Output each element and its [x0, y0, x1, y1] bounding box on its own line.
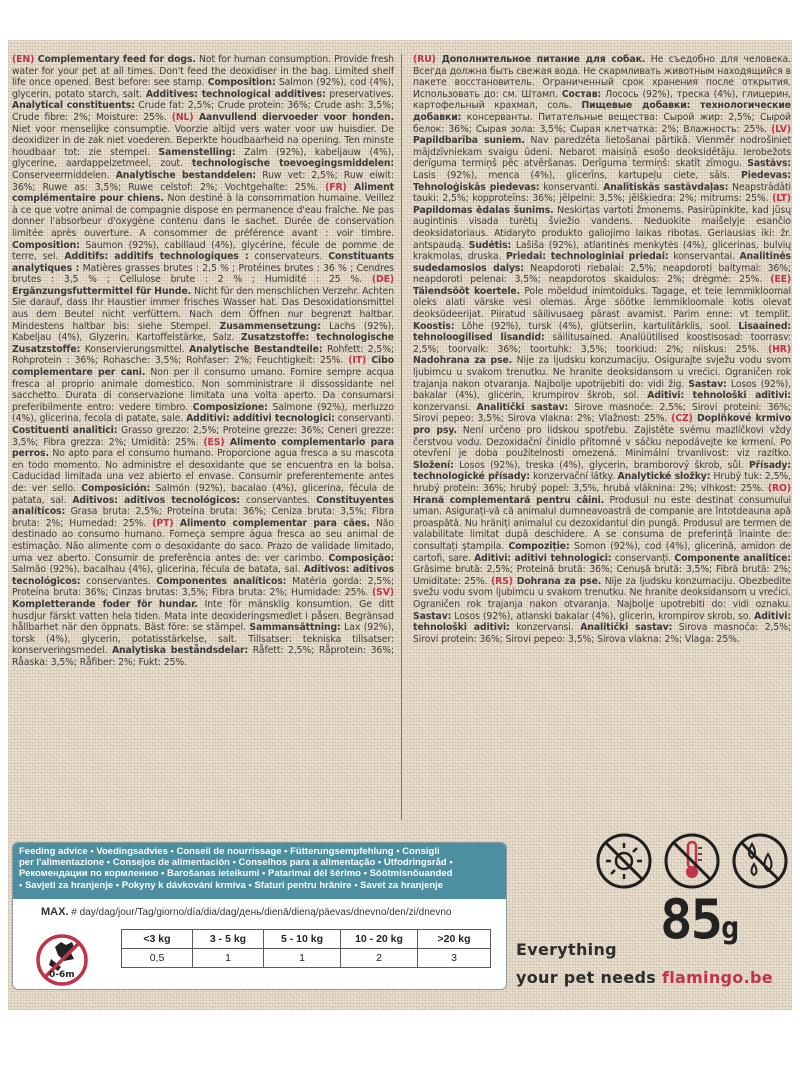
- feeding-advice-box: [12, 842, 507, 990]
- text-run: Nije za ljudsku konzumaciju. Osigurajte svježu vodu svom ljubimcu u svakom trenutku. Ne hranite deoksidansom u vrećici. Ograničen rok trajanja nakon otvaranja. Najbolje upotrijebiti do: vidi žig.: [413, 355, 791, 390]
- text-run: conservanti.: [334, 413, 394, 425]
- bold-heading: Additivi: additivi tecnologici:: [186, 413, 335, 425]
- text-run: Saumon (92%), cabillaud (4%), glycérine, fécule de pomme de terre, sel.: [12, 239, 394, 263]
- text-run: Hrubý tuk: 2,5%, hrubý protein: 36%; hrubý popel: 3,5%, hrubá vláknina: 2%; vlhkost: 25%.: [413, 471, 791, 494]
- language-code: (CZ): [671, 413, 697, 425]
- text-run: konservanti.: [539, 181, 604, 193]
- bold-heading: Dohrana za pse.: [516, 575, 602, 587]
- text-run: Conserveermiddelen.: [12, 169, 116, 181]
- feeding-header-line: Feeding advice • Voedingsadvies • Conseil de nourrissage • Fütterungsempfehlung • Consigli: [19, 846, 440, 857]
- text-run: Lachs (92%), Kabeljau (4%), Glyzerin, Kartoffelstärke, Salz.: [12, 320, 394, 344]
- max-per-day-line: [41, 906, 451, 918]
- bold-heading: Složení:: [413, 459, 454, 471]
- bold-heading: Aditivi: tehnološki aditivi:: [413, 610, 791, 634]
- bold-heading: Composición:: [81, 482, 151, 494]
- feeding-header-line: • Savjeti za hranjenje • Pokyny k dávkování krmiva • Sfaturi pentru hrănire • Savet za hranjenje: [19, 879, 444, 891]
- warning-icons-group: [594, 830, 790, 892]
- language-code: (NL): [171, 111, 199, 123]
- bold-heading: Composition:: [207, 77, 276, 89]
- text-run: Somon (92%), cod (4%), glicerină, amidon de cartofi, sare.: [413, 540, 791, 564]
- language-code: (EE): [770, 274, 791, 286]
- bold-heading: Kompletterande foder för hundar.: [12, 598, 198, 610]
- slogan-prefix: your pet needs: [516, 968, 662, 987]
- text-run: Neskirtas vartoti žmonems. Pasirūpinkite, kad jūsų augintinis visada turėtų šviežio vandens. Neduokite maišelyje esančio deoksidatoriaus. Atidaryto produkto galiojimo laikas ribotas. Geriausias iki: žr. antspaudą.: [413, 204, 791, 251]
- text-run: Lõhe (92%), tursk (4%), glütseriin, kartulitärklis, sool.: [454, 320, 739, 332]
- language-code: (IT): [348, 355, 372, 367]
- bold-heading: Composizione:: [192, 401, 268, 413]
- bold-heading: Lisaained: tehnoloogilised lisandid:: [413, 320, 791, 344]
- daily-amount-cell: 3: [418, 949, 491, 968]
- bold-heading: Analytické složky:: [617, 471, 711, 483]
- language-code: (LT): [772, 193, 791, 205]
- bold-heading: Analitički sastav:: [476, 401, 569, 413]
- daily-amount-cell: 1: [193, 949, 264, 968]
- text-run: консерванты. Питательные вещества: Сырой жир: 2,5%; Сырой белок: 36%; Сырая зола: 3,5%; Сырая клетчатка: 2%; Влажность: 25%.: [413, 111, 791, 135]
- text-run: Crude fat: 2,5%; Crude protein: 36%; Crude ash: 3,5%; Crude fibre: 2%; Moisture: 25%.: [12, 100, 394, 123]
- language-code: (FR): [325, 181, 355, 193]
- weight-column-header: 5 - 10 kg: [264, 930, 341, 949]
- bold-heading: Přísady: technologické přísady:: [413, 459, 791, 483]
- daily-amount-cell: 0,5: [122, 949, 193, 968]
- text-run: Produsul nu este destinat consumului uman. Asigurați-vă că animalul dumneavoastră de companie are întotdeauna apă proaspătă. Nu hrăniți animalul cu dezoxidantul din pungă. Produsul are termen de valabilitate limitat după deschidere. A se consuma de preferință înainte de: consultați ștampila.: [413, 494, 791, 552]
- bold-heading: Analytische Bestandteile:: [189, 343, 323, 355]
- bold-heading: Analitički sastav:: [580, 622, 673, 634]
- bold-heading: Complementary feed for dogs.: [37, 54, 196, 65]
- weight-column-header: >20 kg: [418, 930, 491, 949]
- slogan-line-1: Everything: [516, 940, 617, 959]
- text-run: Sirove masnoće: 2,5%; Sirovi proteini: 36%; Sirovi pepeo: 3,5%; Sirova vlakna: 2%; Vlažnost: 25%.: [413, 401, 791, 425]
- text-run: Salmón (92%), bacalao (4%), glicerina, fécula de patata, sal.: [12, 482, 394, 506]
- bold-heading: Constituants analytiques :: [12, 251, 394, 274]
- text-run: preservatives.: [325, 88, 394, 100]
- text-run: Losos (92%), atlanski bakalar (4%), glicerin, krompirov skrob, so.: [451, 610, 755, 622]
- bold-heading: Papildbarība suniem.: [413, 135, 525, 147]
- text-run: No apto para el consumo humano. Proporcione agua fresca a su mascota en todo momento. No administre el desoxidante que se encuentra en la bolsa. Caducidad limitada una vez abierto el envase. Consumir preferentemente antes de: ver sello.: [12, 448, 394, 494]
- text-run: Není určeno pro lidskou spotřebu. Zajistěte svému mazlíčkovi vždy čerstvou vodu. Dezoxidační činidlo přítomné v sáčku nepodávejte ke krmení. Po otevření je doba použitelnosti omezená. Minimální trvanlivost: viz razítko.: [413, 425, 791, 460]
- bold-heading: Пищевые добавки: технологические добавки:: [413, 100, 791, 123]
- text-run: Grasa bruta: 2,5%; Proteína bruta: 36%; Ceniza bruta: 3,5%; Fibra bruta: 2%; Humedad: 25%.: [12, 506, 394, 529]
- feeding-table: [121, 929, 491, 968]
- text-run: Not for human consumption. Provide fresh water for your pet at all times. Don't feed the deoxidiser in the bag. Limited shelf life once opened. Best before: see stamp.: [12, 54, 394, 89]
- bold-heading: Состав:: [561, 88, 602, 100]
- bold-heading: Samenstelling:: [158, 146, 236, 158]
- left-text-column: [12, 54, 394, 824]
- text-run: Non destiné à la consommation humaine. Veillez à ce que votre animal de compagnie dispose en permanence d'eau fraîche. Ne pas donner l'absorbeur d'oxygène contenu dans le sachet. Durée de conservation limitée après ouverture. A consommer de préférence avant : voir timbre.: [12, 193, 394, 239]
- bold-heading: Aanvullend diervoeder voor honden.: [198, 111, 394, 123]
- text-run: konzervační látky.: [530, 471, 618, 483]
- weight-column-header: <3 kg: [122, 930, 193, 949]
- brand-slogan: [516, 936, 773, 992]
- language-code: (DE): [371, 274, 394, 286]
- text-run: Grăsime brută: 2,5%; Proteină brută: 36%; Cenușă brută: 3,5%; Fibră brută: 2%; Umiditate: 25%.: [413, 564, 791, 587]
- bold-heading: Sastav:: [688, 378, 727, 390]
- bold-heading: Analytiska beståndsdelar:: [111, 645, 249, 657]
- text-run: Lašiša (92%), atlantinės menkytės (4%), glicerinas, bulvių krakmolas, druska.: [413, 239, 791, 263]
- text-run: Neapstrādāti tauki: 2,5%; kopproteīns: 36%; jēlpelni: 3,5%; jēlšķiedra: 2%; mitrums: 25%.: [413, 181, 791, 205]
- text-run: Losos (92%), treska (4%), glycerin, bramborový škrob, sůl.: [453, 459, 749, 471]
- bold-heading: Analytical constituents:: [12, 100, 135, 112]
- text-run: conservantes.: [239, 494, 317, 506]
- feeding-header-line: per l'alimentazione • Consejos de alimentación • Conselhos para a alimentação • Utfodringsråd •: [19, 857, 453, 869]
- text-run: Konservierungsmittel.: [80, 343, 190, 355]
- weight-number: 85: [660, 888, 722, 951]
- language-code: (RS): [491, 575, 517, 587]
- bold-heading: Analitinės sudedamosios dalys:: [413, 251, 791, 274]
- text-run: Nav paredzēta lietošanai pārtikā. Vienmēr nodrošiniet mājdzīvniekam svaigu ūdeni. Nebarot maisiņā esošo deoksidētāju. Ierobežots derīguma termiņš pēc atvēršanas. Derīguma termiņš: skatīt zīmogu.: [413, 135, 791, 170]
- text-run: Salmão (92%), bacalhau (4%), glicerina, fécula de batata, sal.: [12, 564, 304, 576]
- text-run: Salmone (92%), merluzzo (4%), glicerina, fecola di patate, sale.: [12, 401, 394, 425]
- text-run: Salmon (92%), cod (4%), glycerin, potato starch, salt.: [12, 77, 394, 100]
- bold-heading: Constituyentes analíticos:: [12, 494, 394, 518]
- language-code: (RU): [413, 54, 442, 65]
- bold-heading: Aditivos: aditivos tecnológicos:: [12, 564, 394, 587]
- bold-heading: Дополнительное питание для собак.: [441, 54, 646, 65]
- bold-heading: Zusatzstoffe: technologische Zusatzstoffe:: [12, 332, 394, 355]
- bold-heading: Täiendsööt koertele.: [413, 285, 521, 297]
- text-run: Rohfett: 2,5%; Rohprotein : 36%; Rohasche: 3,5%; Rohfaser: 2%; Feuchtigkeit: 25%.: [12, 343, 394, 367]
- text-run: Råfett: 2,5%; Råprotein: 36%; Råaska: 3,5%; Råfiber: 2%; Fukt: 25%.: [12, 645, 394, 668]
- bold-heading: Additives: technological additives:: [145, 88, 326, 100]
- text-run: Sirova masnoća: 2,5%; Sirovi protein: 36%; Sirovi pepeo: 3,5%; Sirova vlakna: 2%; Vlaga: 25%.: [413, 622, 791, 645]
- bold-heading: Componente analitice:: [674, 552, 791, 564]
- text-run: Nicht für den menschlichen Verzehr. Achten Sie darauf, dass Ihr Haustier immer frisches Wasser hat. Das Desoxidationsmittel aus dem Beutel nicht verfüttern. Nach dem Öffnen nur begrenzt haltbar. Mindestens haltbar bis: siehe Stempel.: [12, 285, 394, 332]
- text-run: conservateurs.: [248, 251, 329, 263]
- bold-heading: Nadohrana za pse.: [413, 355, 513, 367]
- bold-heading: Ergänzungsfuttermittel für Hunde.: [12, 285, 192, 297]
- text-run: Не съедобно для человека. Всегда должна быть свежая вода. Не скармливать животным находящийся в пакете восстановитель. Ограниченный срок хранения после открытия. Использовать до: см. Штамп.: [413, 54, 791, 100]
- no-moisture-icon: [734, 835, 786, 887]
- bold-heading: Compoziție:: [508, 540, 570, 552]
- text-run: Lasis (92%), menca (4%), glicerīns, kartupeļu ciete, sāls.: [413, 169, 742, 181]
- text-run: Nije za ljudsku konzumaciju. Obezbedite svežu vodu svom ljubimcu u svakom trenutku. Ne hranite deoksidansom u vrećici. Ograničen rok trajanja nakon otvaranja. Najbolje upotrebiti do: vidi oznaku.: [413, 575, 791, 610]
- bold-heading: Priedai: technologiniai priedai:: [505, 251, 669, 263]
- text-run: Non per il consumo umano. Fornire sempre acqua fresca al proprio animale domestico. Non somministrare il dissossidante nel sacchetto. Durata di conservazione limitata una volta aperto. Da consumarsi preferibilmente entro: vedere timbro.: [12, 367, 394, 413]
- bold-heading: Analītiskās sastāvdaļas:: [603, 181, 729, 193]
- bold-heading: Componentes analíticos:: [156, 575, 287, 587]
- feeding-header-line: Рекомендации по кормлению • Barošanas ieteikumi • Patarimai dėl šėrimo • Söötmisnõuanded: [19, 868, 453, 880]
- text-run: säilitusained. Analüütilised koostisosad: toorrasv: 2,5%; toorvalk: 36%; toortuhk: 3,5%; toorkiud: 2%; niiskus: 25%.: [413, 332, 791, 355]
- column-divider: [401, 54, 402, 820]
- bold-heading: Sammansättning:: [249, 622, 341, 634]
- max-text: # day/dag/jour/Tag/giorno/día/dia/dag/день/dienā/dieną/päevas/dnevno/den/zi/dnevno: [68, 907, 452, 918]
- max-label: MAX.: [41, 906, 69, 918]
- text-run: Neapdoroti riebalai: 2,5%; neapdoroti baltymai: 36%; neapdoroti pelenai: 3,5%; neapdorotos skaidulos: 2%; drėgmė: 25%.: [413, 262, 791, 286]
- bold-heading: Costituenti analitici:: [12, 425, 118, 436]
- language-code: (RO): [767, 482, 791, 494]
- right-text-column: [413, 54, 791, 824]
- bold-heading: Aditivos: aditivos tecnológicos:: [72, 494, 240, 506]
- bold-heading: Cibo complementare per cani.: [12, 355, 394, 379]
- weight-unit: g: [721, 911, 740, 946]
- language-code: (EN): [12, 54, 38, 65]
- text-run: Zalm (92%), kabeljauw (4%), glycerine, aardappelzetmeel, zout.: [12, 146, 394, 170]
- weight-column-header: 10 - 20 kg: [341, 930, 418, 949]
- feeding-table-row: [122, 949, 491, 968]
- bold-heading: Alimento complementar para cães.: [179, 517, 370, 529]
- bold-heading: Sastav:: [413, 610, 452, 622]
- text-run: Niet voor menselijke consumptie. Voorzie altijd vers water voor uw huisdier. De deoxidizer in de zak niet voederen. Beperkte houdbaarheid na opening. Ten minste houdbaar tot: zie stempel.: [12, 123, 394, 158]
- bold-heading: Analytische bestanddelen:: [115, 169, 256, 181]
- feeding-advice-header: [13, 843, 506, 899]
- bold-heading: Papildomas ėdalas šunims.: [413, 204, 554, 216]
- text-run: conservanți.: [611, 552, 675, 564]
- bold-heading: Composition:: [12, 239, 80, 251]
- bold-heading: Hrană complementară pentru câini.: [413, 494, 605, 506]
- no-sunlight-icon: [598, 835, 650, 887]
- text-run: Ruw vet: 2,5%; Ruw eiwit: 36%; Ruwe as: 3,5%; Ruwe celstof: 2%; Vochtgehalte: 25%.: [12, 169, 394, 193]
- language-code: (PT): [152, 517, 180, 529]
- language-code: (SV): [372, 587, 394, 599]
- bold-heading: Piedevas: Tehnoloģiskās piedevas:: [413, 169, 791, 193]
- daily-amount-cell: 1: [264, 949, 341, 968]
- no-heat-icon: [666, 835, 718, 887]
- bold-heading: Sastāvs:: [747, 158, 791, 170]
- bold-heading: Aditivi: aditivi tehnologici:: [474, 552, 612, 564]
- bold-heading: Aliment complémentaire pour chiens.: [12, 181, 394, 205]
- text-run: konzervansi.: [509, 622, 581, 634]
- bold-heading: Sudėtis:: [468, 239, 512, 251]
- brand-name: flamingo.be: [661, 968, 773, 987]
- bold-heading: Zusammensetzung:: [219, 320, 321, 332]
- bold-heading: Aditivi: tehnološki aditivi:: [647, 390, 791, 402]
- text-run: conservantes.: [80, 575, 157, 587]
- slogan-line-2: [516, 964, 773, 992]
- daily-amount-cell: 2: [341, 949, 418, 968]
- text-run: Não destinado ao consumo humano. Forneça sempre água fresca ao seu animal de estimação. Não alimente com o desoxidante do saco. Prazo de validade limitado, uma vez aberto. Consumir de preferência antes de: ver carimbo.: [12, 517, 394, 564]
- text-run: konservantai.: [668, 251, 740, 263]
- no-puppies-icon: [35, 933, 97, 987]
- weight-column-header: 3 - 5 kg: [193, 930, 264, 949]
- bold-heading: Koostis:: [413, 320, 455, 332]
- language-code: (ES): [203, 436, 230, 448]
- text-run: konzervansi.: [413, 401, 477, 413]
- feeding-table-header-row: [122, 930, 491, 949]
- text-run: Inte för mänsklig konsumtion. Ge ditt husdjur färskt vatten hela tiden. Mata inte deoxideringsmedlet i påsen. Begränsad hållbarhet när den öppnats. Bäst före: se stämpel.: [12, 598, 394, 634]
- bold-heading: technologische toevoegingsmiddelen:: [191, 158, 394, 170]
- text-run: Matéria gorda: 2,5%; Proteína bruta: 36%; Cinzas brutas: 3,5%; Fibra bruta: 2%; Humidade: 25%.: [12, 575, 394, 599]
- text-run: Pole mõeldud inimtoiduks. Tagage, et teie lemmikloomal oleks alati värske vesi olemas. Ärge söötke lemmikloomale kotis olevat deoksüdeerijat. Piiratud säilivusaeg pärast avamist. Parim enne: vt templit.: [413, 285, 791, 321]
- text-run: Matières grasses brutes : 2,5 % ; Protéines brutes : 36 % ; Cendres brutes : 3,5 % ; Cellulose brute : 2 % ; Humidité : 25 %.: [12, 262, 394, 286]
- bold-heading: Additifs: additifs technologiques :: [64, 251, 249, 263]
- bold-heading: Alimento complementario para perros.: [12, 436, 394, 460]
- text-run: Лосось (92%), треска (4%), глицерин, картофельный крахмал, соль.: [413, 88, 791, 112]
- bold-heading: Doplňkové krmivo pro psy.: [413, 413, 791, 436]
- puppy-age-text: 0-6m: [49, 970, 75, 980]
- text-run: Grasso grezzo: 2,5%; Proteine grezze: 36%; Ceneri grezze: 3,5%; Fibra grezza: 2%; Umidità: 25%.: [12, 425, 394, 448]
- bold-heading: Composição:: [328, 552, 394, 564]
- text-run: Lax (92%), torsk (4%), glycerin, potatisstärkelse, salt. Tillsatser: tekniska tillsatser: konserveringsmedel.: [12, 622, 394, 657]
- language-code: (HR): [767, 343, 791, 355]
- language-code: (LV): [771, 123, 791, 135]
- text-run: Losos (92%), bakalar (4%), glicerin, krumpirov škrob, sol.: [413, 378, 791, 402]
